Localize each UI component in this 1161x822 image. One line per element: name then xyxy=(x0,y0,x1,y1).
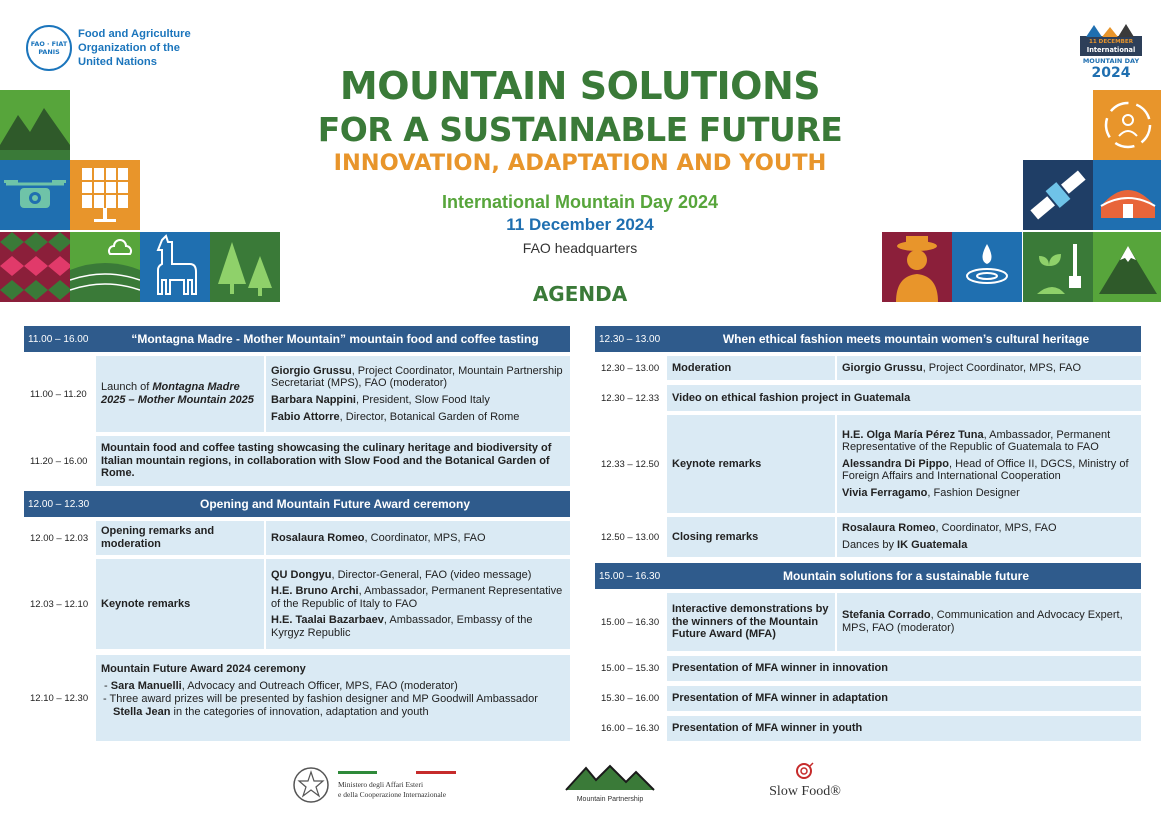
imd-year: 2024 xyxy=(1091,65,1131,81)
climate-cycle-icon xyxy=(1093,90,1161,160)
speaker-role: Dances by xyxy=(842,539,898,551)
flag-stripe xyxy=(338,771,456,774)
session-title: Mountain solutions for a sustainable future xyxy=(782,569,1029,583)
row-time: 12.03 – 12.10 xyxy=(30,598,89,610)
row-time: 11.00 – 11.20 xyxy=(30,388,87,400)
imd-line: International xyxy=(1086,46,1136,54)
ministry-logo xyxy=(292,762,462,808)
speaker-role: , President, Slow Food Italy xyxy=(355,394,490,406)
agenda-row xyxy=(595,517,1141,557)
agenda-row xyxy=(595,716,1141,741)
row-text: Video on ethical fashion project in Guatemala xyxy=(667,385,1141,411)
imd-line: MOUNTAIN DAY xyxy=(1082,57,1140,65)
row-label: Keynote remarks xyxy=(96,559,264,649)
row-label: Interactive demonstrations by the winners of the Mountain Future Award (MFA) xyxy=(667,593,835,651)
row-label: Moderation xyxy=(667,356,835,380)
speaker-role: , Communication and Advocacy Expert, MPS, FAO (moderator) xyxy=(842,609,1123,634)
row-time: 11.20 – 16.00 xyxy=(30,455,88,467)
agenda-row xyxy=(24,356,570,432)
speaker-name: Stella Jean xyxy=(113,705,171,718)
row-time: 12.33 – 12.50 xyxy=(601,458,660,470)
award-list xyxy=(101,679,565,720)
session-title: When ethical fashion meets mountain women’s cultural heritage xyxy=(722,332,1090,346)
session-time: 15.00 – 16.30 xyxy=(599,570,661,582)
agenda-row xyxy=(595,686,1141,711)
row-time: 12.30 – 12.33 xyxy=(601,392,660,404)
speaker-name: Fabio Attorre xyxy=(271,410,340,423)
water-drop-icon xyxy=(952,232,1022,302)
session-header xyxy=(24,491,570,517)
row-text: Mountain food and coffee tasting showcasing the culinary heritage and biodiversity of Italian mountain regions, in collaboration with Slow Food and the Botanical Garden of Rome. xyxy=(96,436,570,486)
fao-emblem-icon xyxy=(26,25,72,71)
mountain-partnership-icon xyxy=(562,762,658,792)
row-speakers xyxy=(837,356,1141,380)
list-item: - Three award prizes will be presented by fashion designer and MP Goodwill Ambassador Stella Jean in the categories of innovation, adaptation and youth xyxy=(103,693,538,718)
agenda-heading: AGENDA xyxy=(532,282,628,306)
row-text: Presentation of MFA winner in adaptation xyxy=(667,686,1141,711)
mountain-partnership-name: Mountain Partnership xyxy=(576,796,644,803)
speaker-role: , Fashion Designer xyxy=(927,486,1020,499)
ministry-name: e della Cooperazione Internazionale xyxy=(338,789,447,799)
speaker-name: Giorgio Grussu xyxy=(271,364,352,377)
agenda-row xyxy=(24,436,570,486)
row-speakers xyxy=(837,415,1141,513)
imd-date: 11 DECEMBER xyxy=(1088,39,1134,45)
ministry-name: Ministero degli Affari Esteri xyxy=(338,779,424,789)
speaker-name: Giorgio Grussu xyxy=(842,361,923,374)
agenda-row xyxy=(595,593,1141,651)
row-speakers xyxy=(266,521,570,555)
agenda-row xyxy=(595,415,1141,513)
drone-icon xyxy=(0,160,70,230)
speaker-role: , Coordinator, MPS, FAO xyxy=(935,522,1057,535)
row-label: Keynote remarks xyxy=(667,415,835,513)
speaker-role: , Ambassador, Permanent Representative of the Republic of Guatemala to FAO xyxy=(842,428,1111,454)
speaker-name: Vivia Ferragamo xyxy=(842,486,928,499)
row-time: 15.30 – 16.00 xyxy=(601,693,660,704)
row-speakers xyxy=(837,517,1141,557)
event-date: 11 December 2024 xyxy=(506,215,654,234)
session-header xyxy=(595,563,1141,589)
agenda-row xyxy=(595,656,1141,681)
row-time: 12.00 – 12.03 xyxy=(30,532,89,544)
award-title: Mountain Future Award 2024 ceremony xyxy=(101,663,306,675)
session-time: 11.00 – 16.00 xyxy=(28,333,89,345)
page-title-line2: FOR A SUSTAINABLE FUTURE xyxy=(317,110,843,149)
mountain-peak-icon xyxy=(1093,232,1161,302)
row-time: 15.00 – 16.30 xyxy=(601,616,660,628)
speaker-role: , Director, Botanical Garden of Rome xyxy=(339,410,520,423)
agenda-row xyxy=(24,559,570,649)
imd-band xyxy=(1080,36,1142,56)
fao-name-line: Organization of the xyxy=(78,42,180,54)
textile-pattern-icon xyxy=(0,232,70,302)
mountains-icon xyxy=(0,90,70,160)
page-title: MOUNTAIN SOLUTIONS xyxy=(339,64,821,108)
fao-name-line: United Nations xyxy=(78,56,157,68)
solar-panel-icon xyxy=(70,160,140,230)
event-name: International Mountain Day 2024 xyxy=(441,192,719,212)
agenda-right-column xyxy=(595,326,1141,741)
indigenous-woman-icon xyxy=(882,232,952,302)
speaker-name: Rosalaura Romeo xyxy=(271,531,365,544)
list-item: - Sara Manuelli, Advocacy and Outreach Officer, MPS, FAO (moderator) xyxy=(101,679,458,692)
agenda-row xyxy=(595,356,1141,380)
agenda-row xyxy=(24,521,570,555)
speaker-role: , Head of Office II, DGCS, Ministry of Foreign Affairs and International Cooperation xyxy=(842,457,1129,483)
row-speakers xyxy=(266,559,570,649)
speaker-role: , Ambassador, Embassy of the Kyrgyz Republic xyxy=(271,614,533,639)
row-time: 12.10 – 12.30 xyxy=(30,692,89,704)
page-subtitle: INNOVATION, ADAPTATION AND YOUTH xyxy=(333,150,827,176)
fao-emblem-text: FAO · FIAT PANIS xyxy=(30,40,68,56)
mountain-partnership-logo xyxy=(560,762,660,808)
row-speakers xyxy=(837,593,1141,651)
forest-icon xyxy=(210,232,280,302)
agenda-left-column xyxy=(24,326,570,741)
session-title: Opening and Mountain Future Award ceremony xyxy=(199,497,471,511)
seedling-icon xyxy=(1023,232,1093,302)
speaker-name: Alessandra Di Pippo xyxy=(842,457,949,470)
speaker-name: H.E. Olga María Pérez Tuna xyxy=(842,428,984,441)
speaker-name: Barbara Nappini xyxy=(271,394,356,406)
imd-peaks-icon xyxy=(1080,22,1142,36)
event-venue: FAO headquarters xyxy=(522,240,638,256)
satellite-icon xyxy=(1023,160,1093,230)
list-text: in the categories of innovation, adaptation and youth xyxy=(170,705,429,718)
speaker-name: H.E. Taalai Bazarbaev xyxy=(271,614,384,627)
row-label: Closing remarks xyxy=(667,517,835,557)
session-time: 12.30 – 13.00 xyxy=(599,333,661,345)
fields-icon xyxy=(70,232,140,302)
session-header xyxy=(24,326,570,352)
row-label-title: Montagna Madre 2025 – Mother Mountain 2025 xyxy=(101,381,254,406)
speaker-name: H.E. Bruno Archi xyxy=(271,585,359,598)
speaker-role: , Project Coordinator, Mountain Partnership Secretariat (MPS), FAO (moderator) xyxy=(271,364,563,390)
row-time: 12.30 – 13.00 xyxy=(601,362,660,374)
fao-name xyxy=(78,27,208,69)
session-header xyxy=(595,326,1141,352)
row-time: 12.50 – 13.00 xyxy=(601,531,660,543)
speaker-name: IK Guatemala xyxy=(897,539,968,551)
llama-icon xyxy=(140,232,210,302)
speaker-role: , Advocacy and Outreach Officer, MPS, FAO (moderator) xyxy=(181,679,458,692)
list-text: Three award prizes will be presented by fashion designer and MP Goodwill Ambassador xyxy=(109,693,538,706)
speaker-name: QU Dongyu xyxy=(271,568,332,581)
row-label: Opening remarks and moderation xyxy=(96,521,264,555)
row-time: 15.00 – 15.30 xyxy=(601,663,660,674)
snail-icon xyxy=(795,762,815,780)
slow-food-name: Slow Food® xyxy=(769,784,841,799)
row-time: 16.00 – 16.30 xyxy=(601,723,660,734)
row-label-text: Launch of xyxy=(101,381,153,394)
agenda-row xyxy=(595,385,1141,411)
yurt-icon xyxy=(1093,160,1161,230)
speaker-role: , Project Coordinator, MPS, FAO xyxy=(922,361,1082,374)
agenda-row xyxy=(24,655,570,741)
speaker-role: , Coordinator, MPS, FAO xyxy=(364,531,486,544)
speaker-name: Stefania Corrado xyxy=(842,609,931,622)
award-ceremony xyxy=(96,655,570,741)
fao-name-line: Food and Agriculture xyxy=(78,28,191,40)
imd-logo xyxy=(1080,22,1142,81)
row-speakers xyxy=(266,356,570,432)
session-time: 12.00 – 12.30 xyxy=(28,498,90,510)
italian-emblem-icon xyxy=(292,764,330,806)
speaker-name: Sara Manuelli xyxy=(110,679,182,692)
slow-food-logo xyxy=(760,762,850,808)
row-label xyxy=(96,356,264,432)
speaker-role: , Ambassador, Permanent Representative of the Republic of Italy to FAO xyxy=(271,585,563,610)
session-title: “Montagna Madre - Mother Mountain” mountain food and coffee tasting xyxy=(131,332,539,346)
speaker-role: , Director-General, FAO (video message) xyxy=(331,568,532,581)
row-text: Presentation of MFA winner in youth xyxy=(667,716,1141,741)
row-text: Presentation of MFA winner in innovation xyxy=(667,656,1141,681)
speaker-name: Rosalaura Romeo xyxy=(842,522,936,535)
